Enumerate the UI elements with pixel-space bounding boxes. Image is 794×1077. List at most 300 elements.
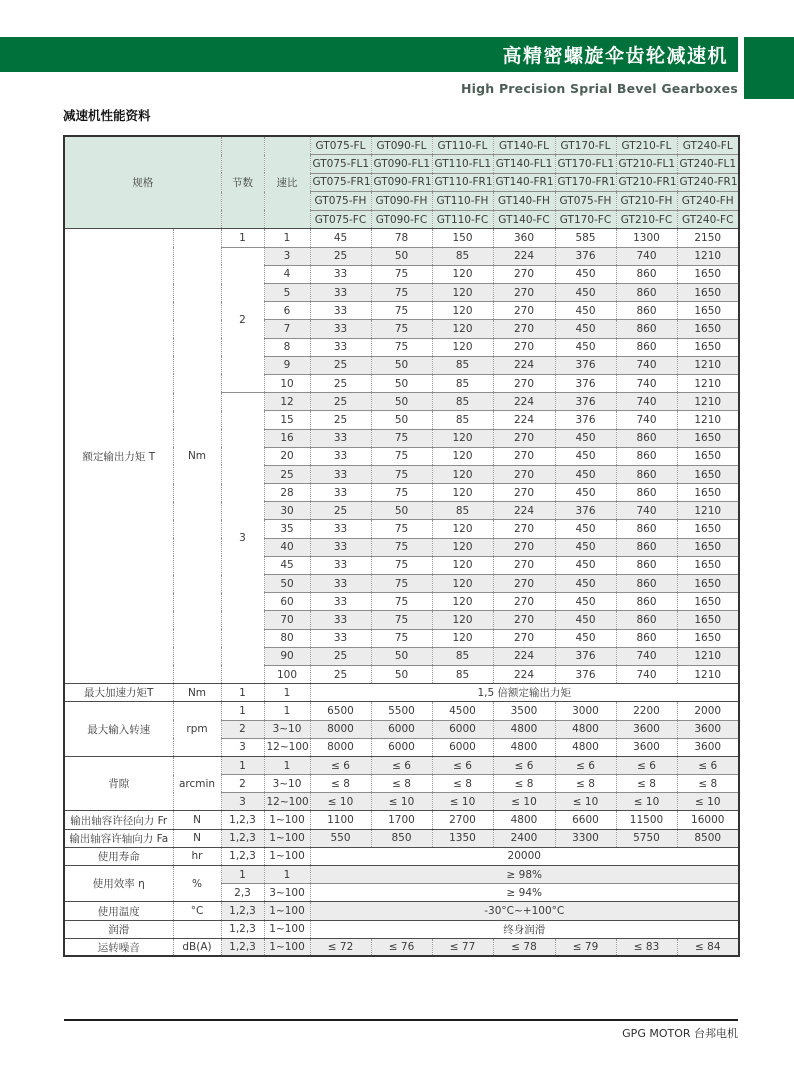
- value-cell: 550: [310, 829, 371, 847]
- value-cell: 2700: [432, 811, 493, 829]
- value-cell: 120: [432, 320, 493, 338]
- value-cell: 376: [555, 502, 616, 520]
- value-cell: 6000: [371, 738, 432, 756]
- model-header-cell: GT110-FR1: [432, 173, 493, 192]
- value-cell: ≤ 72: [310, 938, 371, 956]
- value-cell: 75: [371, 265, 432, 283]
- row-unit: arcmin: [173, 756, 221, 811]
- value-cell: 3500: [493, 702, 555, 720]
- footer-divider: [64, 1019, 738, 1021]
- value-cell: 376: [555, 356, 616, 374]
- span-value-cell: 20000: [310, 847, 739, 865]
- value-cell: ≤ 6: [432, 756, 493, 774]
- stages-cell: 1: [221, 756, 264, 774]
- table-row: [64, 756, 739, 774]
- table-row: [64, 229, 739, 247]
- value-cell: 75: [371, 447, 432, 465]
- value-cell: 450: [555, 629, 616, 647]
- value-cell: 860: [616, 429, 677, 447]
- model-header-cell: GT075-FR1: [310, 173, 371, 192]
- value-cell: ≤ 10: [432, 793, 493, 811]
- value-cell: 33: [310, 429, 371, 447]
- value-cell: 75: [371, 429, 432, 447]
- value-cell: 50: [371, 411, 432, 429]
- ratio-cell: 60: [264, 593, 310, 611]
- value-cell: 75: [371, 320, 432, 338]
- value-cell: 3000: [555, 702, 616, 720]
- ratio-cell: 100: [264, 665, 310, 683]
- stages-cell: 1,2,3: [221, 938, 264, 956]
- value-cell: 25: [310, 502, 371, 520]
- ratio-cell: 12~100: [264, 738, 310, 756]
- table-row: [64, 847, 739, 865]
- value-cell: 120: [432, 538, 493, 556]
- table-row: [64, 702, 739, 720]
- ratio-cell: 25: [264, 465, 310, 483]
- value-cell: 16000: [677, 811, 739, 829]
- value-cell: 33: [310, 556, 371, 574]
- value-cell: 450: [555, 465, 616, 483]
- value-cell: ≤ 6: [371, 756, 432, 774]
- value-cell: ≤ 76: [371, 938, 432, 956]
- span-value-cell: 终身润滑: [310, 920, 739, 938]
- row-unit: %: [173, 866, 221, 902]
- ratio-cell: 70: [264, 611, 310, 629]
- row-unit: Nm: [173, 684, 221, 702]
- value-cell: 50: [371, 393, 432, 411]
- ratio-cell: 1~100: [264, 938, 310, 956]
- ratio-cell: 12: [264, 393, 310, 411]
- value-cell: 25: [310, 665, 371, 683]
- value-cell: 8000: [310, 738, 371, 756]
- value-cell: 1650: [677, 465, 739, 483]
- value-cell: 1650: [677, 284, 739, 302]
- table-row: [64, 829, 739, 847]
- ratio-cell: 10: [264, 374, 310, 392]
- value-cell: 5750: [616, 829, 677, 847]
- value-cell: 4800: [555, 738, 616, 756]
- stages-header: 节数: [221, 136, 264, 229]
- value-cell: 1650: [677, 429, 739, 447]
- stages-cell: 1: [221, 702, 264, 720]
- ratio-cell: 35: [264, 520, 310, 538]
- value-cell: 450: [555, 520, 616, 538]
- value-cell: 270: [493, 302, 555, 320]
- value-cell: 860: [616, 484, 677, 502]
- value-cell: 3600: [616, 738, 677, 756]
- ratio-cell: 30: [264, 502, 310, 520]
- value-cell: 224: [493, 647, 555, 665]
- value-cell: 2200: [616, 702, 677, 720]
- ratio-cell: 15: [264, 411, 310, 429]
- stages-cell: 3: [221, 393, 264, 684]
- value-cell: 50: [371, 374, 432, 392]
- value-cell: 120: [432, 447, 493, 465]
- model-header-cell: GT210-FH: [616, 192, 677, 211]
- value-cell: ≤ 8: [677, 775, 739, 793]
- model-header-cell: GT090-FH: [371, 192, 432, 211]
- span-value-cell: ≥ 98%: [310, 866, 739, 884]
- value-cell: 1210: [677, 374, 739, 392]
- ratio-cell: 8: [264, 338, 310, 356]
- ratio-cell: 28: [264, 484, 310, 502]
- value-cell: 1650: [677, 520, 739, 538]
- value-cell: 6000: [432, 720, 493, 738]
- value-cell: 450: [555, 320, 616, 338]
- value-cell: 1210: [677, 247, 739, 265]
- value-cell: ≤ 8: [310, 775, 371, 793]
- value-cell: 120: [432, 265, 493, 283]
- ratio-cell: 50: [264, 575, 310, 593]
- value-cell: 75: [371, 593, 432, 611]
- spec-header: 规格: [64, 136, 221, 229]
- value-cell: 860: [616, 320, 677, 338]
- ratio-cell: 5: [264, 284, 310, 302]
- value-cell: 860: [616, 520, 677, 538]
- page-title: 高精密螺旋伞齿轮减速机: [502, 45, 728, 67]
- value-cell: 33: [310, 284, 371, 302]
- model-header-cell: GT170-FR1: [555, 173, 616, 192]
- model-header-cell: GT075-FH: [310, 192, 371, 211]
- model-header-cell: GT170-FL1: [555, 155, 616, 174]
- value-cell: 376: [555, 665, 616, 683]
- span-value-cell: ≥ 94%: [310, 884, 739, 902]
- value-cell: 860: [616, 575, 677, 593]
- row-unit: N: [173, 829, 221, 847]
- value-cell: 6600: [555, 811, 616, 829]
- table-row: [64, 811, 739, 829]
- value-cell: 25: [310, 393, 371, 411]
- ratio-cell: 3~10: [264, 720, 310, 738]
- value-cell: 270: [493, 484, 555, 502]
- table-row: [64, 866, 739, 884]
- value-cell: 270: [493, 338, 555, 356]
- value-cell: 3600: [616, 720, 677, 738]
- ratio-cell: 3~10: [264, 775, 310, 793]
- ratio-cell: 90: [264, 647, 310, 665]
- value-cell: 8500: [677, 829, 739, 847]
- value-cell: 1650: [677, 265, 739, 283]
- value-cell: 450: [555, 265, 616, 283]
- value-cell: 85: [432, 665, 493, 683]
- value-cell: 1650: [677, 629, 739, 647]
- value-cell: 75: [371, 611, 432, 629]
- model-header-cell: GT240-FC: [677, 210, 739, 229]
- value-cell: 120: [432, 338, 493, 356]
- value-cell: 85: [432, 374, 493, 392]
- spec-table: [63, 135, 740, 957]
- value-cell: 860: [616, 556, 677, 574]
- value-cell: ≤ 6: [555, 756, 616, 774]
- model-header-cell: GT240-FR1: [677, 173, 739, 192]
- row-label: 背隙: [64, 756, 173, 811]
- value-cell: 3600: [677, 720, 739, 738]
- row-unit: °C: [173, 902, 221, 920]
- value-cell: 2000: [677, 702, 739, 720]
- row-unit: hr: [173, 847, 221, 865]
- value-cell: 1210: [677, 647, 739, 665]
- value-cell: 270: [493, 611, 555, 629]
- value-cell: 25: [310, 411, 371, 429]
- value-cell: 1650: [677, 320, 739, 338]
- ratio-cell: 4: [264, 265, 310, 283]
- ratio-cell: 1: [264, 684, 310, 702]
- value-cell: 860: [616, 447, 677, 465]
- value-cell: 376: [555, 247, 616, 265]
- value-cell: 120: [432, 575, 493, 593]
- model-header-cell: GT170-FC: [555, 210, 616, 229]
- value-cell: 740: [616, 665, 677, 683]
- value-cell: 120: [432, 465, 493, 483]
- model-header-cell: GT090-FL: [371, 136, 432, 155]
- stages-cell: 2: [221, 247, 264, 393]
- value-cell: ≤ 78: [493, 938, 555, 956]
- ratio-cell: 45: [264, 556, 310, 574]
- row-label: 使用效率 η: [64, 866, 173, 902]
- stages-cell: 2: [221, 720, 264, 738]
- ratio-cell: 1~100: [264, 847, 310, 865]
- ratio-cell: 3~100: [264, 884, 310, 902]
- value-cell: 50: [371, 502, 432, 520]
- value-cell: 860: [616, 302, 677, 320]
- row-label: 最大输入转速: [64, 702, 173, 757]
- value-cell: 270: [493, 320, 555, 338]
- model-header-cell: GT090-FR1: [371, 173, 432, 192]
- value-cell: ≤ 8: [555, 775, 616, 793]
- value-cell: 25: [310, 647, 371, 665]
- value-cell: 33: [310, 629, 371, 647]
- value-cell: 33: [310, 320, 371, 338]
- value-cell: 740: [616, 247, 677, 265]
- row-unit: dB(A): [173, 938, 221, 956]
- value-cell: 75: [371, 629, 432, 647]
- value-cell: 75: [371, 484, 432, 502]
- value-cell: ≤ 10: [616, 793, 677, 811]
- value-cell: 1210: [677, 393, 739, 411]
- value-cell: 11500: [616, 811, 677, 829]
- value-cell: 860: [616, 611, 677, 629]
- row-unit: N: [173, 811, 221, 829]
- value-cell: 120: [432, 484, 493, 502]
- value-cell: 740: [616, 411, 677, 429]
- value-cell: 740: [616, 502, 677, 520]
- value-cell: 4800: [493, 811, 555, 829]
- table-row: [64, 684, 739, 702]
- value-cell: 2150: [677, 229, 739, 247]
- model-header-cell: GT075-FH: [555, 192, 616, 211]
- value-cell: 270: [493, 538, 555, 556]
- stages-cell: 1,2,3: [221, 829, 264, 847]
- value-cell: 75: [371, 465, 432, 483]
- value-cell: 120: [432, 556, 493, 574]
- value-cell: 360: [493, 229, 555, 247]
- model-header-cell: GT110-FC: [432, 210, 493, 229]
- ratio-cell: 1: [264, 866, 310, 884]
- value-cell: 450: [555, 447, 616, 465]
- value-cell: 270: [493, 629, 555, 647]
- value-cell: 270: [493, 556, 555, 574]
- value-cell: 1700: [371, 811, 432, 829]
- row-label: 润滑: [64, 920, 173, 938]
- value-cell: 860: [616, 338, 677, 356]
- value-cell: 45: [310, 229, 371, 247]
- value-cell: 33: [310, 465, 371, 483]
- value-cell: ≤ 10: [555, 793, 616, 811]
- ratio-cell: 1~100: [264, 920, 310, 938]
- value-cell: 1100: [310, 811, 371, 829]
- value-cell: 1300: [616, 229, 677, 247]
- value-cell: 78: [371, 229, 432, 247]
- value-cell: 270: [493, 465, 555, 483]
- value-cell: ≤ 10: [310, 793, 371, 811]
- value-cell: 270: [493, 593, 555, 611]
- value-cell: 120: [432, 302, 493, 320]
- row-label: 使用寿命: [64, 847, 173, 865]
- page-subtitle: High Precision Sprial Bevel Gearboxes: [461, 81, 738, 96]
- value-cell: 860: [616, 593, 677, 611]
- stages-cell: 1,2,3: [221, 811, 264, 829]
- value-cell: ≤ 84: [677, 938, 739, 956]
- value-cell: 860: [616, 265, 677, 283]
- value-cell: 5500: [371, 702, 432, 720]
- ratio-cell: 1~100: [264, 829, 310, 847]
- value-cell: 1650: [677, 575, 739, 593]
- ratio-header: 速比: [264, 136, 310, 229]
- ratio-cell: 1: [264, 702, 310, 720]
- value-cell: 150: [432, 229, 493, 247]
- value-cell: 2400: [493, 829, 555, 847]
- ratio-cell: 40: [264, 538, 310, 556]
- ratio-cell: 1: [264, 756, 310, 774]
- value-cell: 376: [555, 647, 616, 665]
- value-cell: ≤ 8: [616, 775, 677, 793]
- value-cell: 860: [616, 465, 677, 483]
- value-cell: 6000: [371, 720, 432, 738]
- stages-cell: 2: [221, 775, 264, 793]
- value-cell: 860: [616, 284, 677, 302]
- value-cell: 450: [555, 556, 616, 574]
- value-cell: 270: [493, 374, 555, 392]
- ratio-cell: 6: [264, 302, 310, 320]
- value-cell: ≤ 6: [677, 756, 739, 774]
- model-header-cell: GT090-FL1: [371, 155, 432, 174]
- value-cell: 33: [310, 575, 371, 593]
- value-cell: 33: [310, 520, 371, 538]
- row-unit: rpm: [173, 702, 221, 757]
- value-cell: 860: [616, 629, 677, 647]
- ratio-cell: 20: [264, 447, 310, 465]
- model-header-cell: GT140-FL: [493, 136, 555, 155]
- ratio-cell: 7: [264, 320, 310, 338]
- footer-brand: GPG MOTOR 台邦电机: [622, 1027, 738, 1040]
- value-cell: 3300: [555, 829, 616, 847]
- value-cell: 25: [310, 247, 371, 265]
- model-header-cell: GT110-FL: [432, 136, 493, 155]
- value-cell: 270: [493, 575, 555, 593]
- model-header-cell: GT240-FH: [677, 192, 739, 211]
- stages-cell: 1,2,3: [221, 902, 264, 920]
- row-label: 最大加速力矩T: [64, 684, 173, 702]
- value-cell: 450: [555, 611, 616, 629]
- value-cell: 120: [432, 611, 493, 629]
- model-header-cell: GT075-FC: [310, 210, 371, 229]
- value-cell: 1650: [677, 484, 739, 502]
- value-cell: 850: [371, 829, 432, 847]
- value-cell: 376: [555, 411, 616, 429]
- value-cell: 85: [432, 393, 493, 411]
- value-cell: 6000: [432, 738, 493, 756]
- value-cell: 450: [555, 593, 616, 611]
- value-cell: 25: [310, 374, 371, 392]
- value-cell: 450: [555, 284, 616, 302]
- ratio-cell: 12~100: [264, 793, 310, 811]
- value-cell: 224: [493, 502, 555, 520]
- value-cell: 1650: [677, 611, 739, 629]
- model-header-cell: GT110-FL1: [432, 155, 493, 174]
- value-cell: ≤ 10: [493, 793, 555, 811]
- green-corner-block: [744, 37, 794, 99]
- row-label: 额定输出力矩 T: [64, 229, 173, 684]
- value-cell: 33: [310, 447, 371, 465]
- value-cell: 33: [310, 265, 371, 283]
- value-cell: 270: [493, 520, 555, 538]
- value-cell: 1650: [677, 556, 739, 574]
- stages-cell: 1,2,3: [221, 920, 264, 938]
- value-cell: 4800: [555, 720, 616, 738]
- value-cell: 8000: [310, 720, 371, 738]
- value-cell: 75: [371, 538, 432, 556]
- ratio-cell: 9: [264, 356, 310, 374]
- value-cell: 75: [371, 575, 432, 593]
- value-cell: 25: [310, 356, 371, 374]
- stages-cell: 2,3: [221, 884, 264, 902]
- value-cell: 3600: [677, 738, 739, 756]
- value-cell: 33: [310, 593, 371, 611]
- value-cell: 450: [555, 538, 616, 556]
- value-cell: 1650: [677, 447, 739, 465]
- row-label: 输出轴容许径向力 Fr: [64, 811, 173, 829]
- value-cell: 270: [493, 265, 555, 283]
- value-cell: 376: [555, 393, 616, 411]
- value-cell: 85: [432, 356, 493, 374]
- value-cell: 50: [371, 247, 432, 265]
- value-cell: 85: [432, 647, 493, 665]
- model-header-cell: GT210-FR1: [616, 173, 677, 192]
- value-cell: ≤ 6: [493, 756, 555, 774]
- value-cell: 224: [493, 393, 555, 411]
- ratio-cell: 16: [264, 429, 310, 447]
- value-cell: 85: [432, 247, 493, 265]
- value-cell: 33: [310, 484, 371, 502]
- row-label: 输出轴容许轴向力 Fa: [64, 829, 173, 847]
- value-cell: 33: [310, 302, 371, 320]
- value-cell: 450: [555, 338, 616, 356]
- section-title: 减速机性能资料: [63, 108, 151, 123]
- value-cell: ≤ 10: [677, 793, 739, 811]
- stages-cell: 1,2,3: [221, 847, 264, 865]
- model-header-cell: GT075-FL: [310, 136, 371, 155]
- value-cell: 450: [555, 429, 616, 447]
- value-cell: 224: [493, 665, 555, 683]
- value-cell: 270: [493, 447, 555, 465]
- ratio-cell: 1: [264, 229, 310, 247]
- value-cell: 120: [432, 593, 493, 611]
- value-cell: 4800: [493, 738, 555, 756]
- value-cell: 1210: [677, 356, 739, 374]
- value-cell: 6500: [310, 702, 371, 720]
- stages-cell: 1: [221, 866, 264, 884]
- model-header-cell: GT170-FL: [555, 136, 616, 155]
